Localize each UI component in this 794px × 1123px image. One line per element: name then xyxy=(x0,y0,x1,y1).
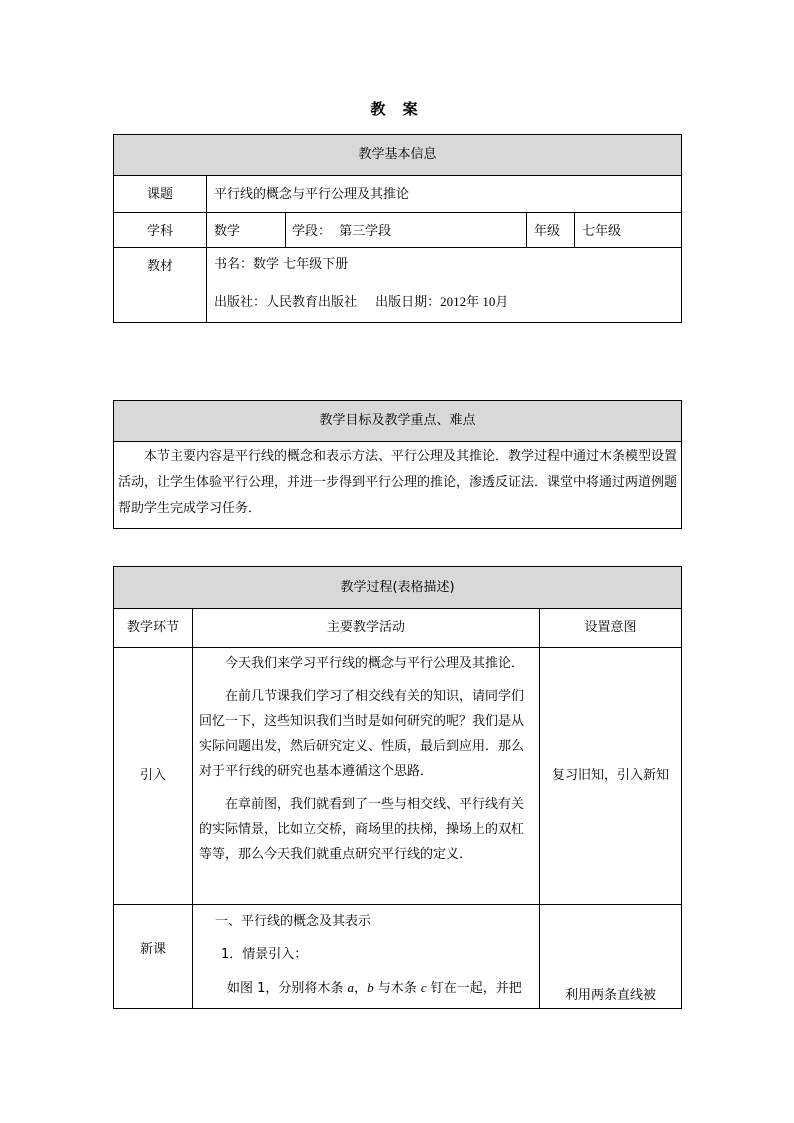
line-3-text-a: 如图 1，分别将木条 xyxy=(227,981,348,996)
process-header: 教学过程(表格描述) xyxy=(114,567,682,609)
stage-cell xyxy=(286,213,527,248)
col-stage-header: 教学环节 xyxy=(114,609,193,648)
textbook-label: 教材 xyxy=(114,248,207,323)
publisher-line xyxy=(214,291,681,314)
pubdate-label: 出版日期： xyxy=(375,295,441,310)
table-row xyxy=(114,648,682,905)
subject-label: 学科 xyxy=(114,213,207,248)
document-title: 教 案 xyxy=(370,100,424,118)
new-lesson-line-3 xyxy=(193,975,539,1001)
intent-new-lesson: 利用两条直线被 xyxy=(540,905,682,1009)
pubdate-value: 2012年 10月 xyxy=(440,294,509,309)
var-c: c xyxy=(420,980,427,995)
goals-body xyxy=(114,442,682,529)
intent-intro: 复习旧知，引入新知 xyxy=(540,648,682,905)
subject-value: 数学 xyxy=(207,213,286,248)
basic-info-header: 教学基本信息 xyxy=(114,135,682,176)
process-table xyxy=(113,566,682,1009)
col-intent-header: 设置意图 xyxy=(540,609,682,648)
intro-paragraph-2: 在前几节课我们学习了相交线有关的知识，请同学们回忆一下，这些知识我们当时是如何研究的呢？我们是从实际问题出发，然后研究定义、性质，最后到应用．那么对于平行线的研究也基本遵循这个思路． xyxy=(199,689,525,779)
new-lesson-line-2: 1．情景引入： xyxy=(221,947,308,962)
new-lesson-line-1: 一、平行线的概念及其表示 xyxy=(215,914,372,929)
basic-info-table xyxy=(113,134,682,323)
var-a: a xyxy=(347,980,355,995)
line-3-text-b: ， xyxy=(354,981,368,996)
goals-header: 教学目标及教学重点、难点 xyxy=(114,401,682,442)
stage-label: 学段： xyxy=(292,224,332,239)
line-3-text-d: 钉在一起，并把 xyxy=(426,981,522,996)
stage-intro: 引入 xyxy=(114,648,193,905)
intro-paragraph-1: 今天我们来学习平行线的概念与平行公理及其推论． xyxy=(225,656,525,671)
activity-new-lesson xyxy=(193,905,540,1009)
grade-value: 七年级 xyxy=(575,213,682,248)
col-activity-header: 主要教学活动 xyxy=(193,609,540,648)
grade-label: 年级 xyxy=(527,213,575,248)
book-line: 书名：数学 七年级下册 xyxy=(214,257,349,272)
publisher: 出版社：人民教育出版社 xyxy=(214,295,358,310)
line-3-text-c: 与木条 xyxy=(373,981,421,996)
activity-intro xyxy=(193,648,540,905)
stage-new-lesson: 新课 xyxy=(114,905,193,1009)
goals-text: 本节主要内容是平行线的概念和表示方法、平行公理及其推论．教学过程中通过木条模型设置活动，让学生体验平行公理，并进一步得到平行公理的推论，渗透反证法．课堂中将通过两道例题帮助学生完成学习任务． xyxy=(118,449,678,516)
topic-value: 平行线的概念与平行公理及其推论 xyxy=(207,176,682,213)
textbook-info xyxy=(207,248,682,323)
stage-value: 第三学段 xyxy=(339,224,392,239)
topic-label: 课题 xyxy=(114,176,207,213)
intro-paragraph-3: 在章前图，我们就看到了一些与相交线、平行线有关的实际情景，比如立交桥，商场里的扶梯，操场上的双杠等等，那么今天我们就重点研究平行线的定义． xyxy=(199,797,525,862)
table-row xyxy=(114,905,682,1009)
goals-table xyxy=(113,400,682,529)
var-b: b xyxy=(367,980,374,995)
